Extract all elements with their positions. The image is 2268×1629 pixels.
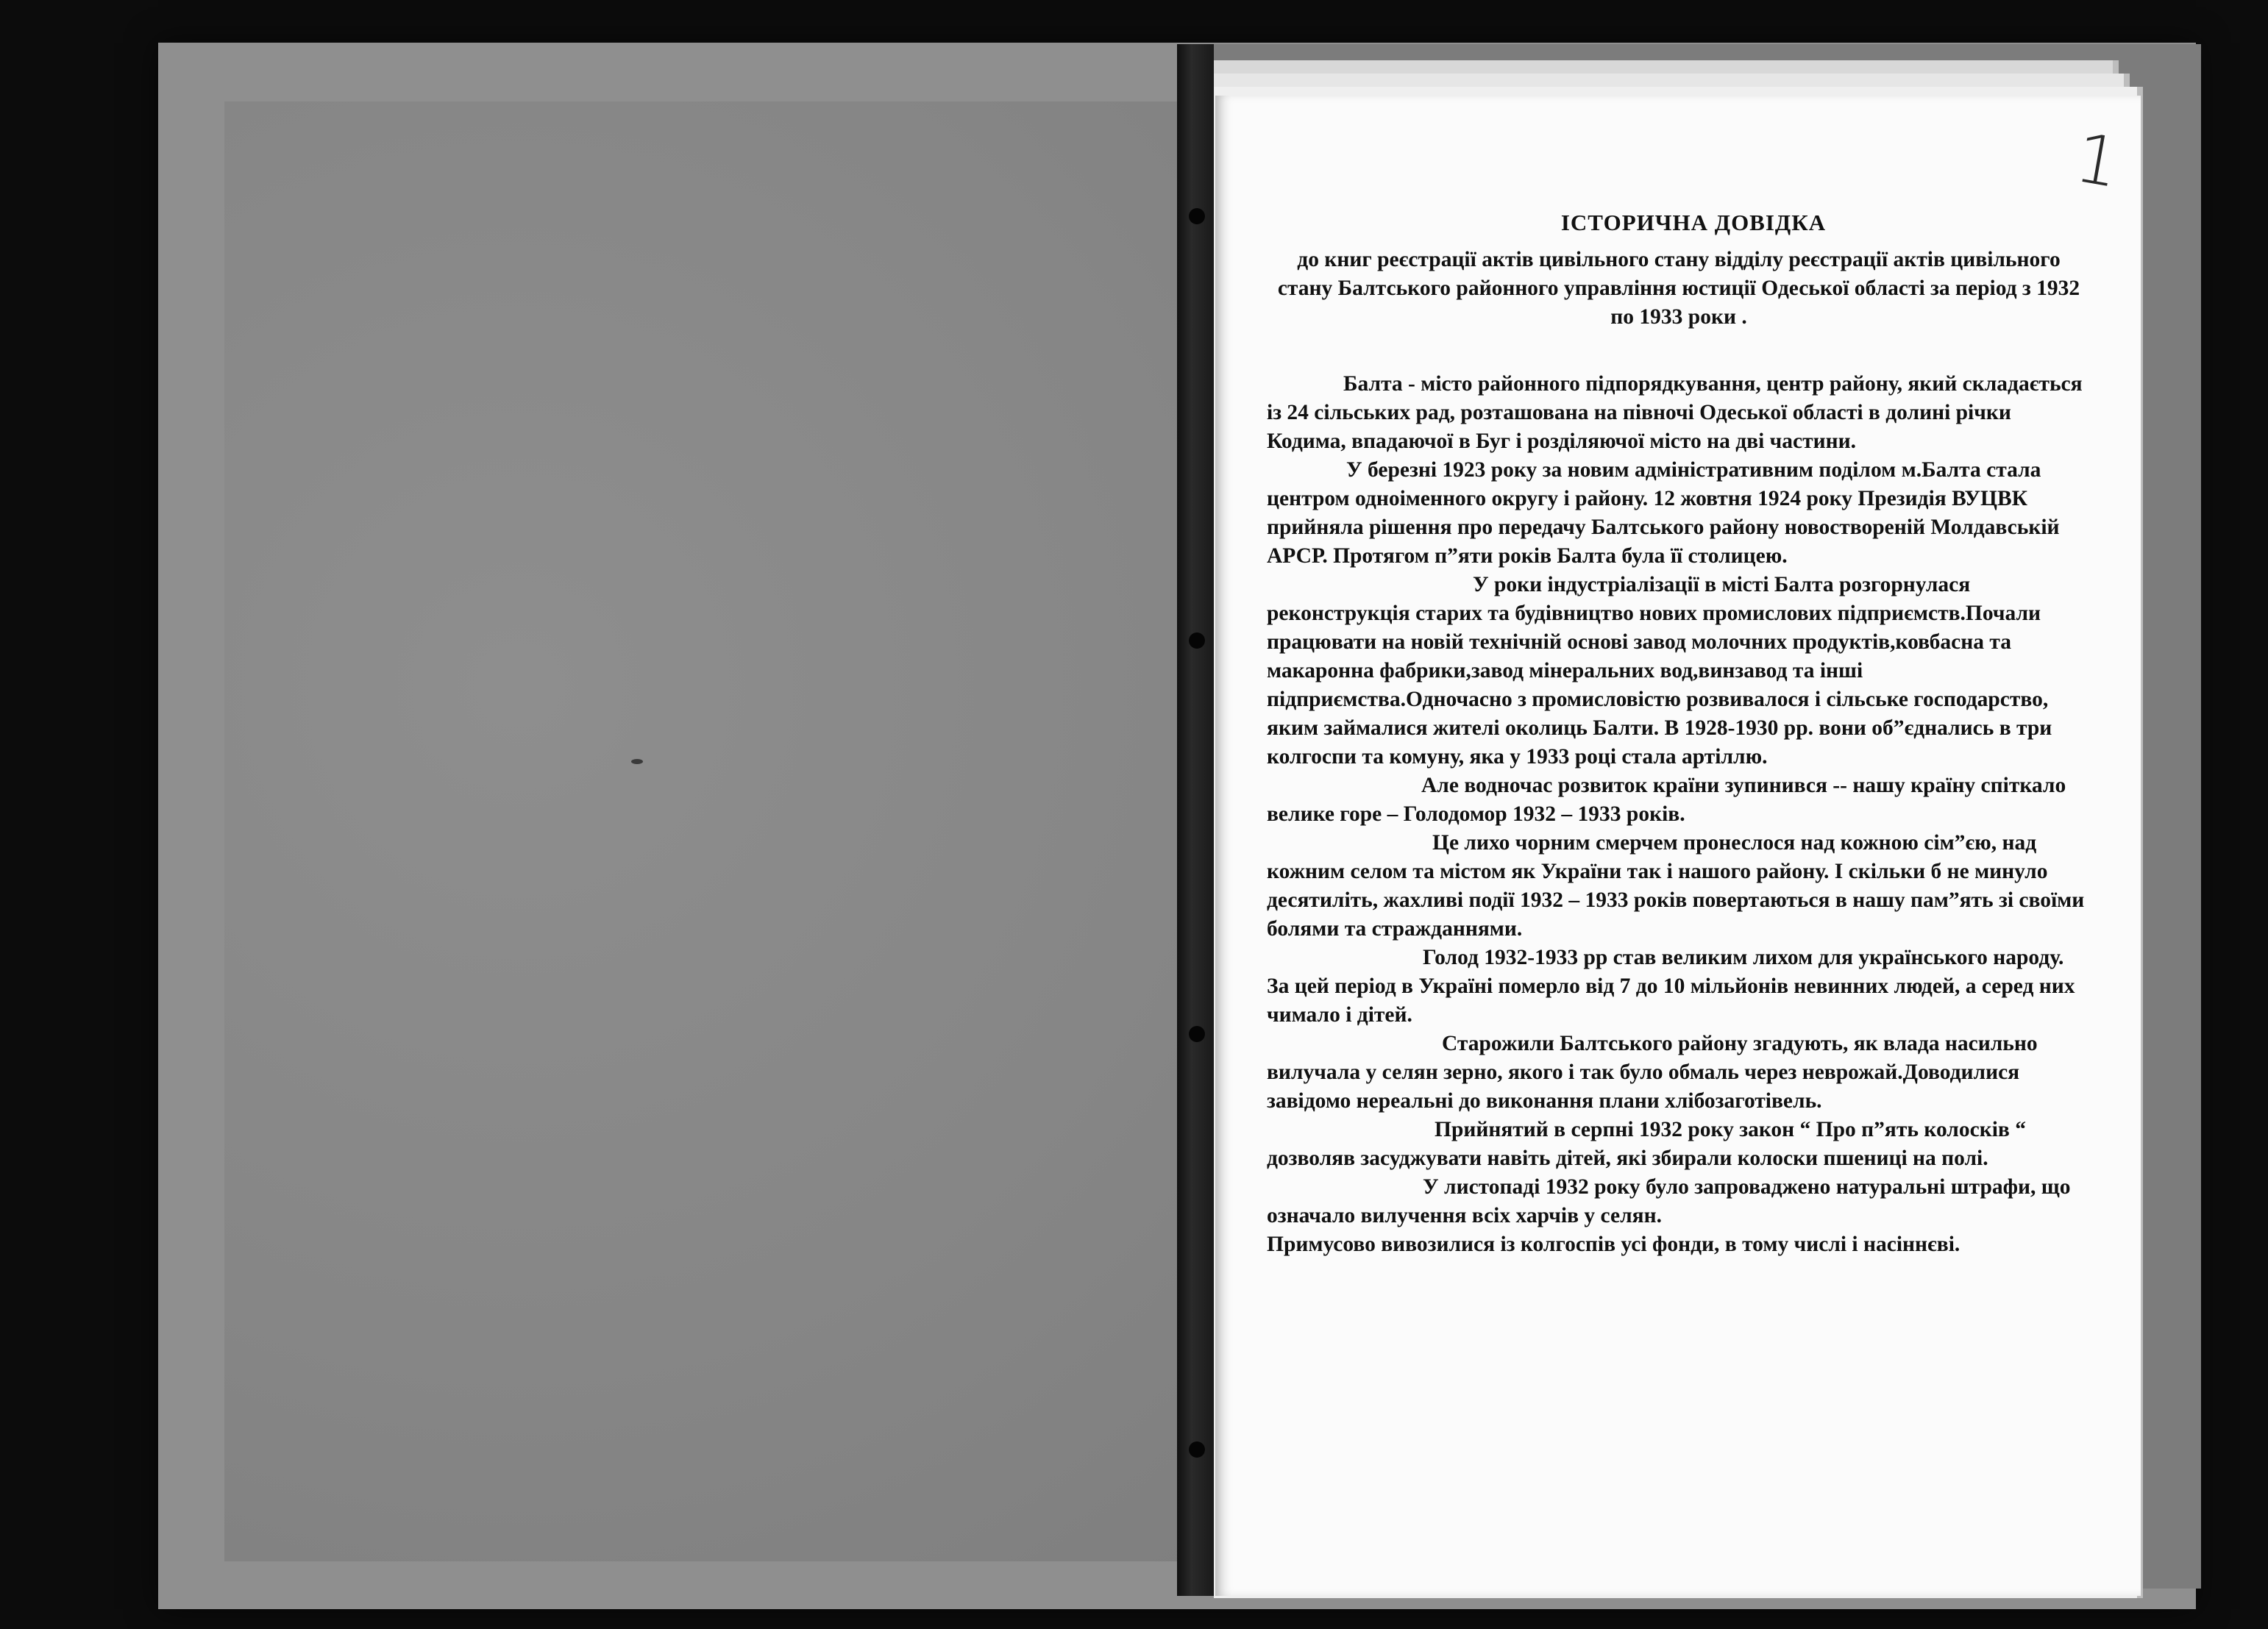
paragraph: У листопаді 1932 року було запроваджено натуральні штрафи, що означало вилучення всіх харчів у селян. xyxy=(1267,1175,2071,1227)
paragraph: Старожили Балтського району згадують, як влада насильно вилучала у селян зерно, якого і так було обмаль через неврожай.Доводилися завідомо нереальні до виконання плани хлібозаготівель. xyxy=(1267,1032,2038,1113)
paragraph: Балта - місто районного підпорядкування, центр району, який складається із 24 сільських рад, розташована на півночі Одеської області в долині річки Кодима, впадаючої в Буг і розділяючої місто на дві частини. xyxy=(1267,372,2083,453)
paragraph: Голод 1932-1933 рр став великим лихом для українського народу. За цей період в Україні померло від 7 до 10 мільйонів невинних людей, а серед них чимало і дітей. xyxy=(1267,946,2075,1027)
document-text xyxy=(1267,208,2091,1259)
paragraph: Прийнятий в серпні 1932 року закон “ Про п”ять колосків “ дозволяв засуджувати навіть дітей, які збирали колоски пшениці на полі. xyxy=(1267,1118,2026,1170)
paragraph: У роки індустріалізації в місті Балта розгорнулася реконструкція старих та будівництво нових промислових підприємств.Почали працювати на новій технічній основі завод молочних продуктів,ковбасна та макаронна фабрики,завод мінеральних вод,винзавод та інші підприємства.Одночасно з промисловістю розвивалося і сільське господарство, яким займалися жителі околиць Балти. В 1928-1930 рр. вони об”єднались в три колгоспи та комуну, яка у 1933 році стала артіллю. xyxy=(1267,573,2052,769)
paragraph: Це лихо чорним смерчем пронеслося над кожною сім”єю, над кожним селом та містом як України так і нашого району. І скільки б не минуло десятиліть, жахливі події 1932 – 1933 років повертаються в нашу пам”ять зі своїми болями та стражданнями. xyxy=(1267,831,2085,941)
binding-hole xyxy=(1189,1441,1205,1458)
document-subtitle: до книг реєстрації актів цивільного стану відділу реєстрації актів цивільного стану Балтського районного управління юстиції Одеської області за період з 1932 по 1933 роки . xyxy=(1277,248,2080,329)
binding-hole xyxy=(1189,632,1205,649)
paragraph: У березні 1923 року за новим адміністративним поділом м.Балта стала центром одноіменного округу і району. 12 жовтня 1924 року Президія ВУЦВК прийняла рішення про передачу Балтського району новоствореній Молдавській АРСР. Протягом п”яти років Балта була її столицею. xyxy=(1267,458,2060,568)
left-inner-cover-page xyxy=(224,101,1203,1561)
binding-spine xyxy=(1177,44,1214,1596)
handwritten-page-number: 1 xyxy=(2069,118,2126,204)
paper-speck xyxy=(631,759,643,764)
paragraph: Але водночас розвиток країни зупинився -- нашу країну спіткало велике горе – Голодомор 1932 – 1933 років. xyxy=(1267,774,2066,826)
binding-hole xyxy=(1189,208,1205,224)
document-title: ІСТОРИЧНА ДОВІДКА xyxy=(1560,210,1827,235)
binding-hole xyxy=(1189,1026,1205,1042)
paragraph: Примусово вивозилися із колгоспів усі фонди, в тому числі і насіннєві. xyxy=(1267,1233,1960,1256)
